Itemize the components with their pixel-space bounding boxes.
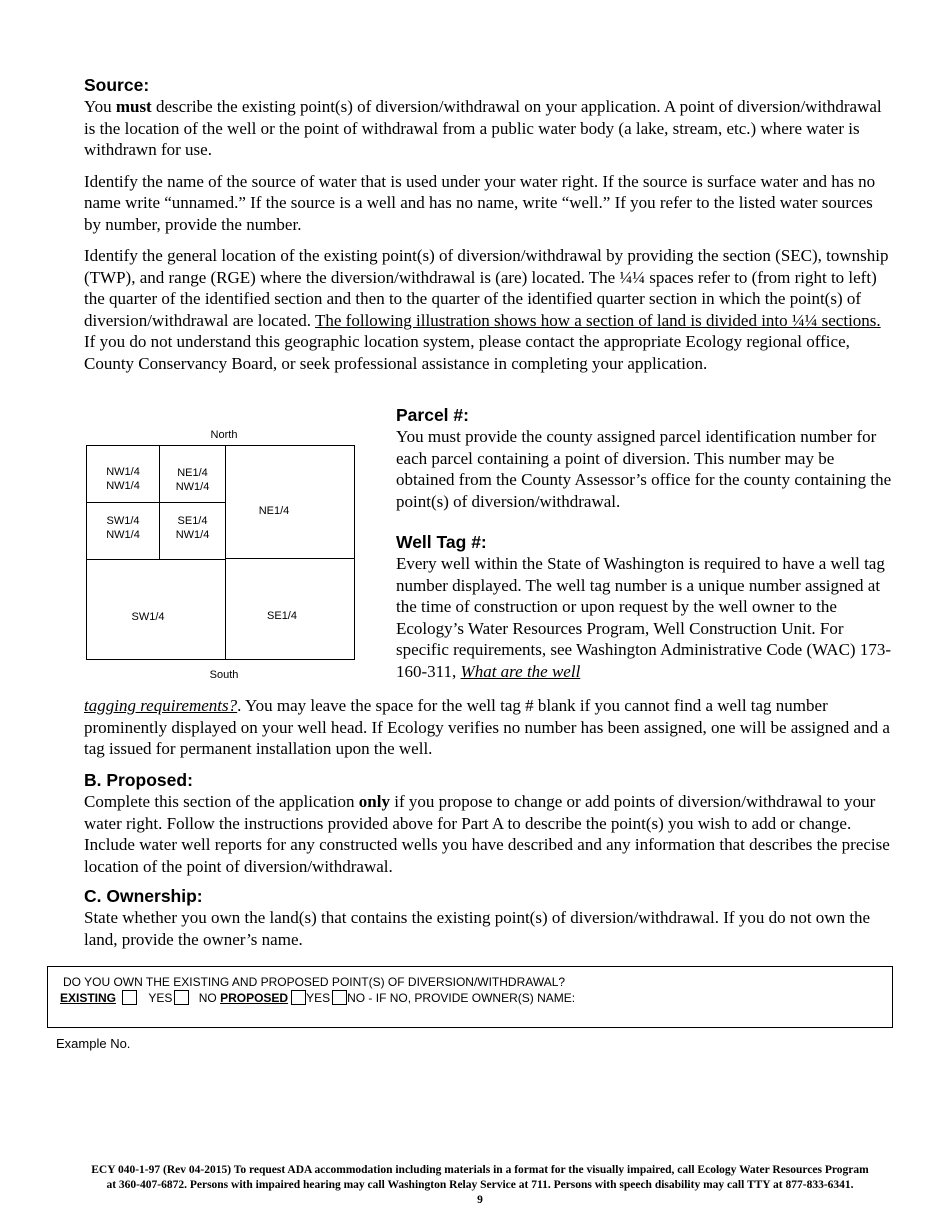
- ownership-answer-row: [60, 990, 575, 1005]
- page-footer: [40, 1163, 920, 1208]
- right-column: [396, 404, 896, 682]
- nw-nw-label-2: NW1/4: [106, 480, 140, 492]
- welltag-text-column: [396, 553, 896, 682]
- welltag-link-part1[interactable]: What are the well: [460, 661, 581, 681]
- existing-no-label: NO: [198, 991, 217, 1005]
- proposed-text-pre: Complete this section of the application: [84, 792, 359, 811]
- source-heading: Source:: [84, 75, 150, 95]
- existing-no-checkbox[interactable]: [174, 990, 189, 1005]
- se-nw-label: [159, 514, 226, 542]
- se-nw-label-1: SE1/4: [177, 515, 208, 527]
- source-p3-underline: The following illustration shows how a section of land is divided into ¼¼ sections.: [315, 310, 881, 330]
- source-section: [84, 74, 894, 374]
- ownership-question: DO YOU OWN THE EXISTING AND PROPOSED POINT(S) OF DIVERSION/WITHDRAWAL?: [63, 975, 566, 989]
- proposed-text-bold: only: [358, 792, 390, 811]
- existing-yes-checkbox[interactable]: [122, 990, 137, 1005]
- nw-nw-label-1: NW1/4: [106, 466, 140, 478]
- ownership-text: State whether you own the land(s) that contains the existing point(s) of diversion/withdrawal. If you do not own the land, provide the owner’s name.: [84, 908, 871, 949]
- source-p1-pre: You: [84, 97, 116, 116]
- se-nw-label-2: NW1/4: [175, 529, 210, 541]
- proposed-yes-label: YES: [306, 991, 331, 1005]
- proposed-text-post: if you propose to change or add points of diversion/withdrawal to your water right. Follow the instructions provided above for Part A to describe the point(s) you wish to add or change. Include water well reports for any constructed wells you have described and any information that describes the precise location of the point of diversion/withdrawal.: [84, 792, 890, 876]
- parcel-heading: Parcel #:: [396, 405, 469, 425]
- parcel-text: You must provide the county assigned parcel identification number for each parcel containing a point of diversion. This number may be obtained from the County Assessor’s office for the county containing the point(s) of diversion/withdrawal.: [396, 427, 892, 511]
- se-label: SE1/4: [267, 610, 297, 622]
- ne-nw-label-1: NE1/4: [177, 467, 208, 479]
- proposed-section: [84, 769, 894, 877]
- proposed-label: PROPOSED: [220, 991, 289, 1005]
- section-diagram: [84, 428, 364, 688]
- welltag-heading: Well Tag #:: [396, 532, 487, 552]
- diagram-north-label: North: [210, 429, 238, 441]
- proposed-text: [84, 791, 894, 877]
- proposed-heading: B. Proposed:: [84, 770, 193, 790]
- sw-nw-label: [86, 514, 160, 542]
- source-p3-pre: Identify the general location of the existing point(s) of diversion/withdrawal by providing the section (SEC), township (TWP), and range (RGE) where the diversion/withdrawal is (are) located. The ¼¼ spaces refer to (from right to left) the quarter of the identified section and then to the quarter of the identified quarter section in which the point(s) of diversion/withdrawal are located.: [84, 246, 889, 330]
- ne-label: NE1/4: [258, 505, 290, 517]
- source-p1-post: describe the existing point(s) of diversion/withdrawal on your application. A point of diversion/withdrawal is the location of the well or the point of withdrawal from a public water body (a lake, stream, etc.) where water is withdrawn for use.: [84, 97, 882, 159]
- ne-nw-label: [159, 466, 226, 494]
- sw-nw-label-1: SW1/4: [106, 515, 140, 527]
- proposed-no-label: NO: [347, 991, 366, 1005]
- welltag-text-post: . You may leave the space for the well tag # blank if you cannot find a well tag number prominently displayed on your well head. If Ecology verifies no number has been assigned, one will be assigned and a tag issued for permanent installation upon the well.: [84, 696, 890, 758]
- existing-label: EXISTING: [60, 991, 117, 1005]
- proposed-yes-checkbox[interactable]: [291, 990, 306, 1005]
- proposed-no-checkbox[interactable]: [332, 990, 347, 1005]
- welltag-continuation: [84, 695, 894, 760]
- diagram-south-label: South: [209, 669, 239, 681]
- ne-nw-label-2: NW1/4: [175, 481, 210, 493]
- sw-label: SW1/4: [131, 611, 165, 623]
- owner-name-prompt: - IF NO, PROVIDE OWNER(S) NAME:: [365, 991, 576, 1005]
- page-number: 9: [477, 1194, 483, 1206]
- ownership-form-box: [47, 966, 893, 1028]
- ownership-heading: C. Ownership:: [84, 886, 203, 906]
- sw-nw-label-2: NW1/4: [106, 529, 140, 541]
- ownership-section: [84, 885, 894, 950]
- source-p1-bold: must: [115, 97, 152, 116]
- nw-nw-label: [86, 465, 160, 493]
- welltag-text-pre: Every well within the State of Washington is required to have a well tag number displayed. The well tag number is a unique number assigned at the time of construction or upon request by the well owner to the Ecology’s Water Resources Program, Well Construction Unit. For specific requirements, see Washington Administrative Code (WAC) 173-160-311,: [396, 554, 891, 681]
- existing-yes-label: YES: [148, 991, 173, 1005]
- example-number: Example No.: [56, 1036, 131, 1051]
- source-paragraph-1: [84, 96, 894, 161]
- footer-line-1: ECY 040-1-97 (Rev 04-2015) To request ADA accommodation including materials in a format for the visually impaired, call Ecology Water Resources Program: [91, 1164, 869, 1176]
- welltag-link-part2[interactable]: tagging requirements?: [84, 696, 238, 715]
- se-quarter: [225, 558, 355, 660]
- source-paragraph-3: [84, 245, 894, 374]
- source-paragraph-2: Identify the name of the source of water that is used under your water right. If the source is surface water and has no name write “unnamed.” If the source is a well and has no name, write “well.” If you refer to the listed water sources by number, provide the number.: [84, 171, 876, 234]
- source-p3-post: If you do not understand this geographic location system, please contact the appropriate Ecology regional office, County Conservancy Board, or seek professional assistance in completing your application.: [84, 332, 850, 373]
- footer-line-2: at 360-407-6872. Persons with impaired hearing may call Washington Relay Service at 711. Persons with speech disability may call TTY at 877-833-6341.: [106, 1179, 854, 1191]
